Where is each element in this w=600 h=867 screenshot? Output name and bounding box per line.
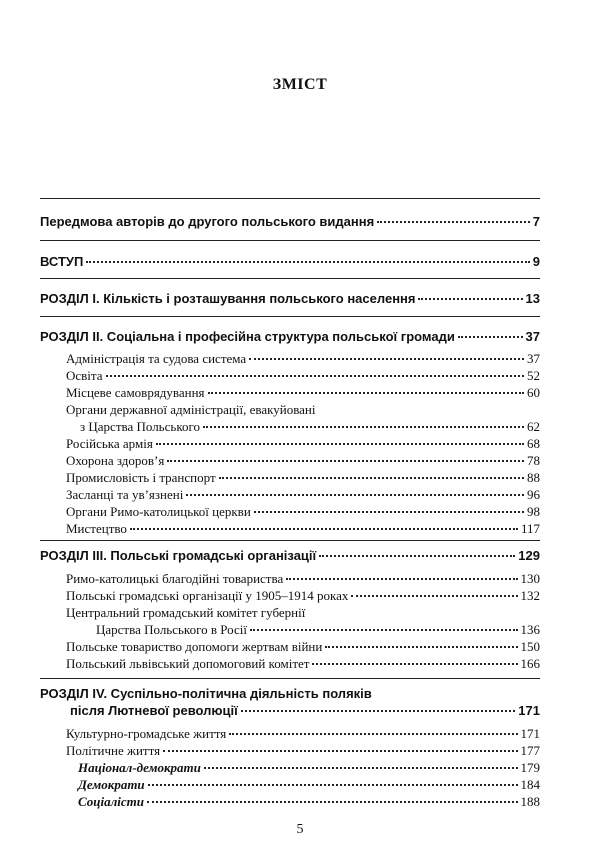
section-divider — [40, 240, 540, 241]
toc-entry — [66, 639, 540, 655]
toc-entry — [66, 436, 540, 452]
toc-entry — [66, 470, 540, 486]
dot-leader — [148, 784, 518, 786]
toc-entry — [80, 419, 540, 435]
toc-entry — [66, 743, 540, 759]
dot-leader — [254, 511, 524, 513]
entry-text: Освіта — [66, 368, 103, 383]
entry-page: 9 — [532, 254, 540, 269]
dot-leader — [163, 750, 517, 752]
dot-leader — [325, 646, 517, 648]
dot-leader — [241, 710, 516, 712]
entry-page: 68 — [527, 436, 540, 451]
dot-leader — [351, 595, 517, 597]
toc-entry-chapter-3 — [40, 548, 540, 564]
dot-leader — [249, 358, 524, 360]
section-divider — [40, 316, 540, 317]
entry-page: 7 — [532, 214, 540, 229]
dot-leader — [106, 375, 524, 377]
dot-leader — [156, 443, 524, 445]
entry-page: 96 — [527, 487, 540, 502]
section-divider — [40, 540, 540, 541]
dot-leader — [418, 298, 522, 300]
entry-text: Демократи — [78, 777, 145, 792]
entry-page: 117 — [520, 521, 540, 536]
entry-text: Місцеве самоврядування — [66, 385, 205, 400]
entry-text: РОЗДІЛ ІІ. Соціальна і професійна структура польської громади — [40, 329, 455, 344]
entry-page: 52 — [527, 368, 540, 383]
dot-leader — [203, 426, 524, 428]
entry-page: 179 — [520, 760, 540, 775]
entry-text: Мистецтво — [66, 521, 127, 536]
entry-page: 166 — [520, 656, 540, 671]
toc-entry — [66, 656, 540, 672]
section-divider — [40, 278, 540, 279]
dot-leader — [377, 221, 530, 223]
entry-text: Передмова авторів до другого польського видання — [40, 214, 375, 229]
toc-entry — [66, 521, 540, 537]
entry-text: Націонал-демократи — [78, 760, 201, 775]
dot-leader — [286, 578, 517, 580]
page-title: ЗМІСТ — [272, 76, 328, 93]
dot-leader — [229, 733, 517, 735]
dot-leader — [130, 528, 518, 530]
dot-leader — [186, 494, 524, 496]
entry-page: 37 — [525, 329, 540, 344]
toc-entry-chapter-4-line: РОЗДІЛ IV. Суспільно-політична діяльність поляків — [40, 686, 372, 701]
toc-entry — [66, 726, 540, 742]
entry-page: 60 — [527, 385, 540, 400]
entry-page: 37 — [527, 351, 540, 366]
toc-entry — [96, 622, 540, 638]
entry-text: Польські громадські організації у 1905–1914 роках — [66, 588, 349, 603]
toc-entry-chapter-1 — [40, 291, 540, 307]
entry-text: Промисловість і транспорт — [66, 470, 216, 485]
entry-text: РОЗДІЛ ІІІ. Польські громадські організації — [40, 548, 317, 563]
entry-text: Царства Польського в Росії — [96, 622, 247, 637]
toc-entry — [66, 453, 540, 469]
toc-entry-intro — [40, 254, 540, 270]
dot-leader — [147, 801, 518, 803]
dot-leader — [250, 629, 518, 631]
toc-entry — [66, 588, 540, 604]
entry-page: 98 — [527, 504, 540, 519]
dot-leader — [204, 767, 518, 769]
toc-entry — [66, 351, 540, 367]
entry-text: Польське товариство допомоги жертвам війни — [66, 639, 323, 654]
toc-entry-preface — [40, 214, 540, 230]
toc-entry-chapter-2 — [40, 329, 540, 345]
dot-leader — [208, 392, 524, 394]
entry-text: Польський львівський допомоговий комітет — [66, 656, 310, 671]
entry-page: 171 — [520, 726, 540, 741]
toc-entry — [66, 385, 540, 401]
entry-text: з Царства Польського — [80, 419, 200, 434]
toc-entry — [78, 760, 540, 776]
dot-leader — [458, 336, 523, 338]
entry-text: Культурно-громадське життя — [66, 726, 227, 741]
dot-leader — [312, 663, 517, 665]
entry-page: 130 — [520, 571, 540, 586]
entry-text: Засланці та ув’язнені — [66, 487, 184, 502]
dot-leader — [86, 261, 529, 263]
section-divider — [40, 678, 540, 679]
entry-page: 62 — [527, 419, 540, 434]
entry-page: 184 — [520, 777, 540, 792]
dot-leader — [219, 477, 524, 479]
dot-leader — [319, 555, 515, 557]
page-number: 5 — [296, 822, 304, 837]
toc-entry — [78, 794, 540, 810]
entry-text: Органи Римо-католицької церкви — [66, 504, 251, 519]
entry-text: Соціалісти — [78, 794, 144, 809]
entry-text: РОЗДІЛ І. Кількість і розташування польського населення — [40, 291, 416, 306]
toc-entry-line: Центральний громадський комітет губернії — [66, 605, 306, 620]
toc-entry-chapter-4 — [70, 703, 540, 719]
entry-text: Охорона здоров’я — [66, 453, 165, 468]
section-divider — [40, 198, 540, 199]
entry-page: 188 — [520, 794, 540, 809]
toc-entry — [66, 368, 540, 384]
entry-page: 88 — [527, 470, 540, 485]
toc-entry — [66, 504, 540, 520]
entry-page: 78 — [527, 453, 540, 468]
entry-page: 132 — [520, 588, 540, 603]
entry-page: 177 — [520, 743, 540, 758]
entry-text: Політичне життя — [66, 743, 161, 758]
dot-leader — [167, 460, 524, 462]
entry-page: 150 — [520, 639, 540, 654]
toc-entry — [78, 777, 540, 793]
entry-text: Адміністрація та судова система — [66, 351, 247, 366]
entry-text: ВСТУП — [40, 254, 84, 269]
entry-page: 171 — [518, 703, 540, 718]
entry-page: 136 — [520, 622, 540, 637]
entry-text: після Лютневої революції — [70, 703, 238, 718]
entry-text: Російська армія — [66, 436, 153, 451]
entry-text: Римо-католицькі благодійні товариства — [66, 571, 284, 586]
toc-entry-line: Органи державної адміністрації, евакуйовані — [66, 402, 316, 417]
entry-page: 13 — [525, 291, 540, 306]
toc-entry — [66, 571, 540, 587]
entry-page: 129 — [518, 548, 540, 563]
toc-entry — [66, 487, 540, 503]
